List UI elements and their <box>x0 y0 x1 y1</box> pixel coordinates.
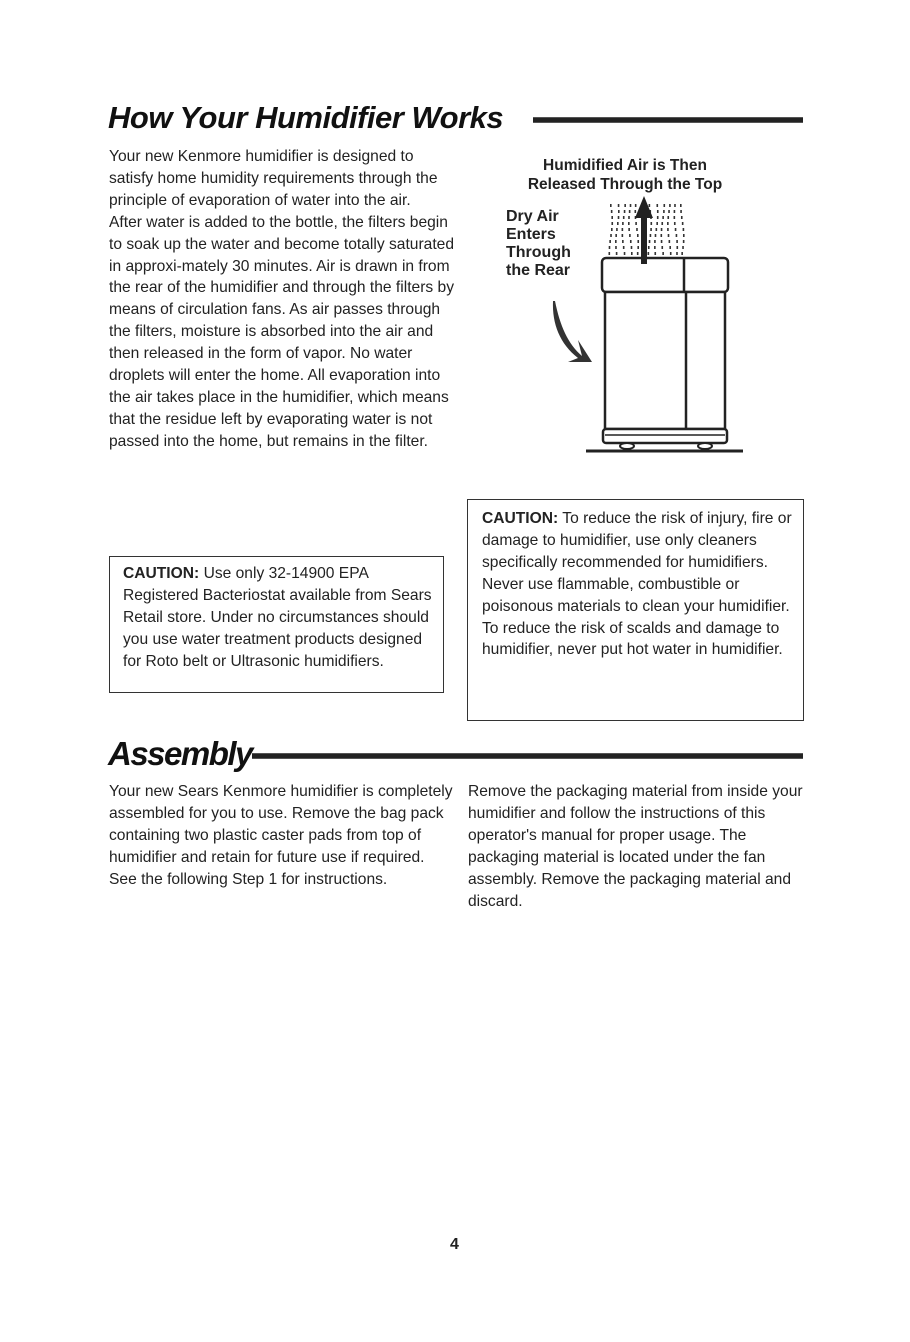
section-heading-assembly: Assembly <box>108 735 252 772</box>
paragraph-process: After water is added to the bottle, the filters begin to soak up the water and become totally saturated in approxi-mately 30 minutes. Air is drawn in from the rear of the humidifier and through the filters by means of circulation fans. As air passes through the filters, moisture is absorbed into the air and then released in the form of vapor. No water droplets will enter the home. All evaporation into the air takes place in the humidifier, which means that the residue left by evaporating water is not passed into the home, but remains in the filter. <box>109 213 455 450</box>
caution-box-bacteriostat <box>109 556 444 693</box>
diagram-top-label-line2: Released Through the Top <box>527 176 723 193</box>
side-label-line: Enters <box>506 226 556 243</box>
side-label-line: Through <box>506 244 571 261</box>
side-label-line: the Rear <box>506 262 571 279</box>
section-heading-how-it-works: How Your Humidifier Works <box>108 100 504 135</box>
humidifier-top-lid <box>602 258 728 292</box>
page-number: 4 <box>450 1236 459 1253</box>
heading-rule <box>533 117 803 123</box>
assembly-left-paragraph: Your new Sears Kenmore humidifier is completely assembled for you to use. Remove the bag pack containing two plastic caster pads from top of humidifier and retain for future use if required. See the following Step 1 for instructions. <box>109 783 453 888</box>
humidifier-base <box>603 429 727 443</box>
caution-box-cleaning <box>467 499 804 721</box>
assembly-right-paragraph: Remove the packaging material from inside your humidifier and follow the instructions of this operator's manual for proper usage. The packaging material is located under the fan assembly. Remove the packaging material and discard. <box>468 783 803 910</box>
caution-label: CAUTION: <box>123 565 200 582</box>
caution-text-scalds: To reduce the risk of scalds and damage to humidifier, never put hot water in humidifier. <box>482 619 783 659</box>
paragraph-intro: Your new Kenmore humidifier is designed to satisfy home humidity requirements through the principle of evaporation of water into the air. <box>109 148 438 209</box>
diagram-top-label-line1: Humidified Air is Then <box>543 157 707 174</box>
arrow-curved-icon <box>553 301 592 362</box>
caution-text-cleaners: To reduce the risk of injury, fire or damage to humidifier, use only cleaners specifically recommended for humidifiers. Never use flammable, combustible or poisonous materials to clean your humidifier. <box>482 510 792 615</box>
caution-text: Use only 32-14900 EPA Registered Bacteriostat available from Sears Retail store. Under no circumstances should you use water treatment products designed for Roto belt or Ultrasonic humidifiers. <box>123 565 432 670</box>
heading-rule <box>252 753 803 759</box>
humidifier-illustration <box>460 156 810 466</box>
how-it-works-body <box>109 146 454 453</box>
caution-label: CAUTION: <box>482 510 559 527</box>
side-label-line: Dry Air <box>506 208 559 225</box>
humidifier-body <box>605 292 725 429</box>
